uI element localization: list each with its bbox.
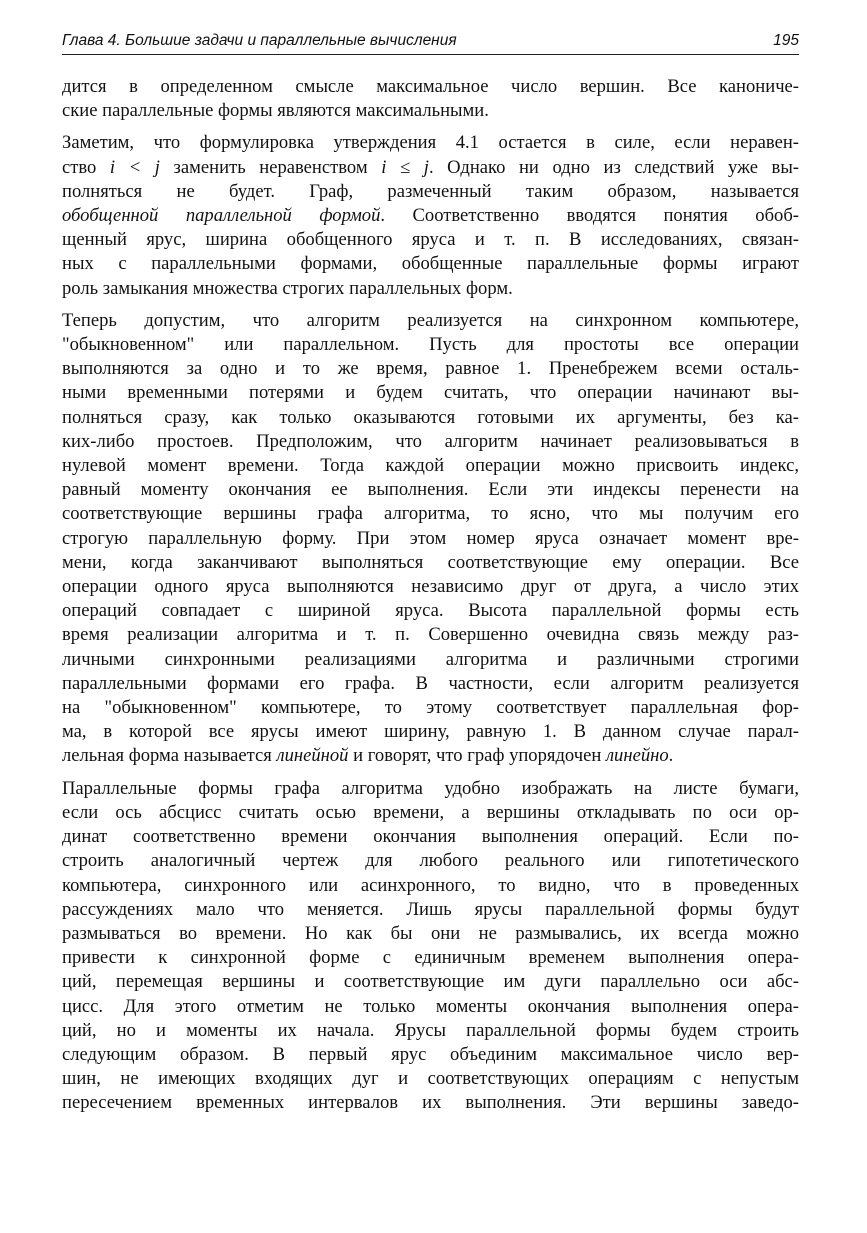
text-line: Заметим, что формулировка утверждения 4.1 остается в силе, если неравен-	[62, 132, 799, 154]
text-line: ными временными потерями и будем считать, что операции начинают вы-	[62, 382, 799, 404]
text-line: операций совпадает с шириной яруса. Высота параллельной формы есть	[62, 600, 799, 622]
text-line: компьютера, синхронного или асинхронного, то видно, что в проведенных	[62, 874, 799, 896]
text-line: ций, перемещая вершины и соответствующие им дуги параллельно оси абс-	[62, 971, 799, 993]
term-linearly: линейно	[605, 745, 669, 767]
text-line: шин, не имеющих входящих дуг и соответствующих операциям с непустым	[62, 1068, 799, 1090]
text-line	[62, 156, 799, 180]
text-line: цисс. Для этого отметим не только моменты окончания выполнения опера-	[62, 995, 799, 1017]
text-line: нулевой момент времени. Тогда каждой операции можно присвоить индекс,	[62, 455, 799, 477]
text-line	[62, 744, 799, 768]
text-line: строгую параллельную форму. При этом номер яруса означает момент вре-	[62, 527, 799, 549]
text-line: привести к синхронной форме с единичным временем выполнения опера-	[62, 947, 799, 969]
text-line: соответствующие вершины графа алгоритма, то ясно, что мы получим его	[62, 503, 799, 525]
page-body	[62, 75, 799, 1124]
math-inequality-nonstrict: i ≤ j	[381, 156, 429, 178]
text-line: Теперь допустим, что алгоритм реализуется на синхронном компьютере,	[62, 309, 799, 331]
text-run: .	[668, 745, 674, 767]
text-line: личными синхронными реализациями алгоритма и различными строгими	[62, 648, 799, 670]
text-line: равный моменту окончания ее выполнения. Если эти индексы перенести на	[62, 479, 799, 501]
paragraph-1	[62, 75, 799, 123]
text-line: ма, в которой все ярусы имеют ширину, равную 1. В данном случае парал-	[62, 721, 799, 743]
text-line: операции одного яруса выполняются независимо друг от друга, а число этих	[62, 576, 799, 598]
term-linear: линейной	[276, 745, 349, 767]
paragraph-3	[62, 309, 799, 769]
text-line: щенный ярус, ширина обобщенного яруса и т. п. В исследованиях, связан-	[62, 229, 799, 251]
paragraph-4	[62, 777, 799, 1116]
text-line: строить аналогичный чертеж для любого реального или гипотетического	[62, 850, 799, 872]
text-line: ких-либо простоев. Предположим, что алгоритм начинает реализовываться в	[62, 430, 799, 452]
text-line: ские параллельные формы являются максимальными.	[62, 100, 489, 122]
math-inequality-strict: i < j	[109, 156, 160, 178]
text-line: роль замыкания множества строгих параллельных форм.	[62, 277, 513, 299]
text-run: ство	[62, 156, 110, 178]
text-run: . Соответственно вводятся понятия обоб-	[380, 205, 799, 227]
running-header	[62, 30, 799, 55]
text-line: рассуждениях мало что меняется. Лишь ярусы параллельной формы будут	[62, 898, 799, 920]
page-number: 195	[773, 32, 799, 49]
text-line: параллельными формами его графа. В частности, если алгоритм реализуется	[62, 672, 799, 694]
text-line: выполняются за одно и то же время, равное 1. Пренебрежем всеми осталь-	[62, 358, 799, 380]
text-line	[62, 204, 799, 228]
text-line: Параллельные формы графа алгоритма удобно изображать на листе бумаги,	[62, 777, 799, 799]
text-line: размываться во времени. Но как бы они не размывались, их всегда можно	[62, 922, 799, 944]
text-line: ных с параллельными формами, обобщенные параллельные формы играют	[62, 253, 799, 275]
text-line: мени, когда заканчивают выполняться соответствующие ему операции. Все	[62, 551, 799, 573]
text-line: полняться сразу, как только оказываются готовыми их аргументы, без ка-	[62, 406, 799, 428]
text-line: динат соответственно времени окончания выполнения операций. Если по-	[62, 826, 799, 848]
text-line: пересечением временных интервалов их выполнения. Эти вершины заведо-	[62, 1092, 799, 1114]
text-line: полняться не будет. Граф, размеченный таким образом, называется	[62, 180, 799, 202]
text-line: дится в определенном смысле максимальное число вершин. Все канониче-	[62, 76, 799, 97]
text-line: "обыкновенном" или параллельном. Пусть для простоты все операции	[62, 334, 799, 356]
text-line: ций, но и моменты их начала. Ярусы параллельной формы будем строить	[62, 1019, 799, 1041]
text-run: и говорят, что граф упорядочен	[348, 745, 606, 767]
text-run: заменить неравенством	[159, 156, 382, 178]
text-line: если ось абсцисс считать осью времени, а вершины откладывать по оси ор-	[62, 801, 799, 823]
text-line: время реализации алгоритма и т. п. Совершенно очевидна связь между раз-	[62, 624, 799, 646]
text-run: лельная форма называется	[62, 745, 277, 767]
text-run: . Однако ни одно из следствий уже вы-	[428, 156, 799, 178]
term-generalized-parallel-form: обобщенной параллельной формой	[62, 205, 381, 227]
text-line: следующим образом. В первый ярус объединим максимальное число вер-	[62, 1043, 799, 1065]
paragraph-2	[62, 131, 799, 300]
chapter-title: Глава 4. Большие задачи и параллельные вычисления	[62, 32, 457, 49]
text-line: на "обыкновенном" компьютере, то этому соответствует параллельная фор-	[62, 697, 799, 719]
